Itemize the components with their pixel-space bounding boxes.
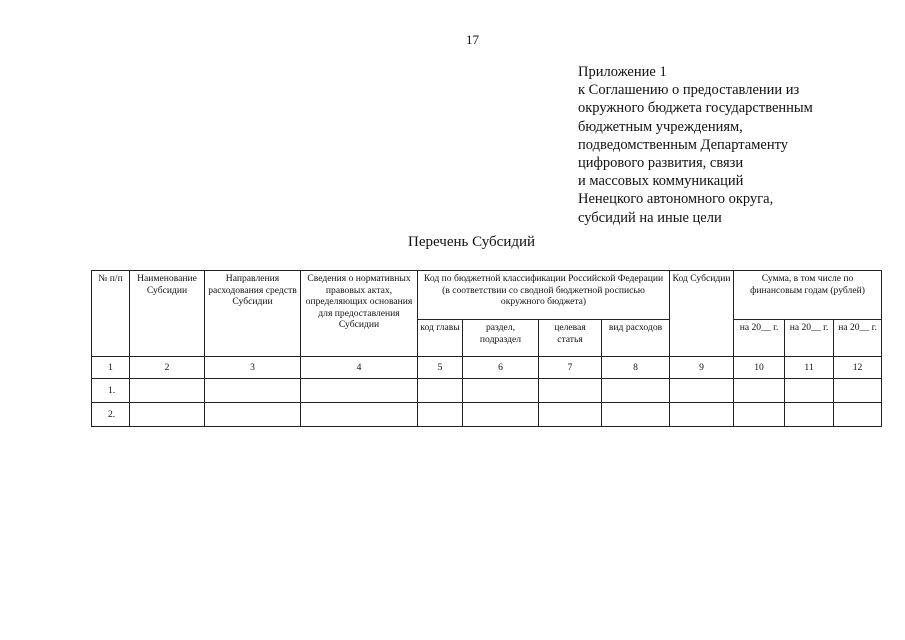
column-number: 3 [205,357,301,379]
appendix-line: цифрового развития, связи [578,155,744,172]
header-row [92,271,882,320]
page-number: 17 [466,32,479,47]
column-number: 4 [301,357,418,379]
table-cell [301,379,418,403]
header-year-2: на 20__ г. [785,320,834,357]
header-budget-code: Код по бюджетной классификации Российской Федерации (в соответствии со сводной бюджетной росписью окружного бюджета) [418,271,670,320]
table-cell [539,403,602,427]
subsidies-table [91,270,882,427]
column-number-row [92,357,882,379]
column-number: 12 [834,357,882,379]
header-chapter-code: код главы [418,320,463,357]
table-cell [670,379,734,403]
table-cell [130,379,205,403]
table-cell [734,379,785,403]
appendix-line: к Соглашению о предоставлении из [578,82,800,99]
table-cell [785,403,834,427]
column-number: 5 [418,357,463,379]
column-number: 6 [463,357,539,379]
column-number: 10 [734,357,785,379]
header-name: Наименование Субсидии [130,271,205,357]
table-cell [602,403,670,427]
header-year-3: на 20__ г. [834,320,882,357]
column-number: 7 [539,357,602,379]
table-cell [834,379,882,403]
header-acts: Сведения о нормативных правовых актах, определяющих основания для предоставления Субсидии [301,271,418,357]
table-row [92,403,882,427]
header-section: раздел, подраздел [463,320,539,357]
appendix-block [578,63,813,227]
table-cell [463,379,539,403]
table-cell [205,403,301,427]
column-number: 1 [92,357,130,379]
table-row [92,379,882,403]
header-target-item: целевая статья [539,320,602,357]
header-num: № п/п [92,271,130,357]
column-number: 11 [785,357,834,379]
table-cell [205,379,301,403]
table-cell [734,403,785,427]
header-sum: Сумма, в том числе по финансовым годам (рублей) [734,271,882,320]
row-number: 1. [92,379,130,403]
appendix-line: подведомственным Департаменту [578,136,789,153]
column-number: 9 [670,357,734,379]
appendix-line: Ненецкого автономного округа, [578,191,774,208]
appendix-line: субсидий на иные цели [578,209,722,226]
appendix-line: Приложение 1 [578,64,667,80]
table-cell [301,403,418,427]
table-cell [418,403,463,427]
table-cell [785,379,834,403]
appendix-line: окружного бюджета государственным [578,100,813,117]
column-number: 2 [130,357,205,379]
table-cell [539,379,602,403]
appendix-line: бюджетным учреждениям, [578,118,743,135]
list-title: Перечень Субсидий [408,234,536,250]
header-expense-type: вид расходов [602,320,670,357]
header-subsidy-code: Код Субсидии [670,271,734,357]
row-number: 2. [92,403,130,427]
appendix-line: и массовых коммуникаций [578,173,744,190]
table-cell [418,379,463,403]
header-directions: Направления расходования средств Субсидии [205,271,301,357]
table-cell [130,403,205,427]
table-cell [463,403,539,427]
table-cell [670,403,734,427]
column-number: 8 [602,357,670,379]
table-cell [834,403,882,427]
header-year-1: на 20__ г. [734,320,785,357]
table-cell [602,379,670,403]
